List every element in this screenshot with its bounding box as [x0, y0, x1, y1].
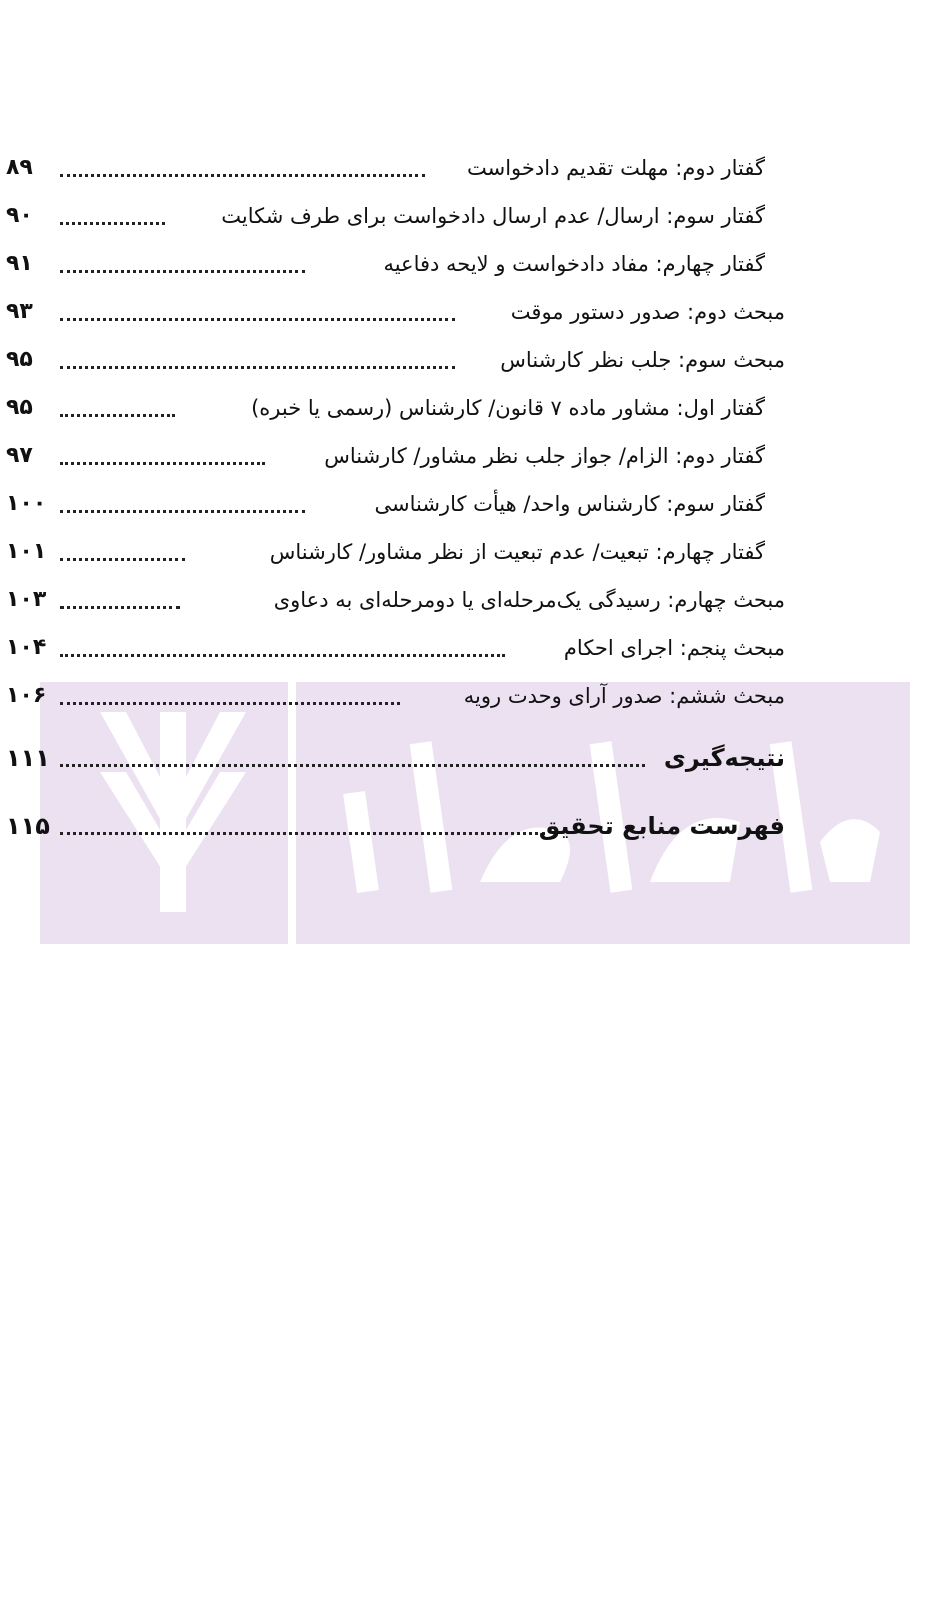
toc-entry[interactable] — [0, 342, 945, 386]
leader-dots — [60, 698, 400, 705]
leader-dots — [60, 828, 545, 835]
toc-page-number: ۸۹ — [6, 155, 33, 180]
toc-entry-title: مبحث ششم: صدور آرای وحدت رویه — [463, 684, 785, 708]
leader-dots — [60, 760, 645, 767]
toc-entry[interactable] — [0, 150, 945, 194]
toc-entry-title: فهرست منابع تحقیق — [538, 812, 785, 840]
leader-dots — [60, 410, 175, 417]
toc-page-number: ۱۰۳ — [6, 587, 47, 612]
toc-entry-title: مبحث چهارم: رسیدگی یک‌مرحله‌ای یا دومرحله‌ای به دعاوی — [273, 588, 785, 612]
toc-page-number: ۹۱ — [6, 251, 33, 276]
toc-entry[interactable] — [0, 582, 945, 626]
toc-entry[interactable] — [0, 740, 945, 784]
toc-page-number: ۹۵ — [6, 347, 33, 372]
toc-entry-title: مبحث پنجم: اجرای احکام — [563, 636, 785, 660]
toc-entry[interactable] — [0, 486, 945, 530]
toc-entry-title: مبحث سوم: جلب نظر کارشناس — [500, 348, 785, 372]
toc-entry[interactable] — [0, 630, 945, 674]
leader-dots — [60, 170, 425, 177]
toc-entry[interactable] — [0, 438, 945, 482]
toc-page-number: ۹۰ — [6, 203, 33, 228]
toc-page-number: ۱۰۰ — [6, 491, 47, 516]
toc-entry[interactable] — [0, 246, 945, 290]
toc-entry[interactable] — [0, 808, 945, 852]
toc-page-number: ۱۰۱ — [6, 539, 47, 564]
leader-dots — [60, 218, 165, 225]
toc-entry-title: مبحث دوم: صدور دستور موقت — [510, 300, 785, 324]
leader-dots — [60, 458, 265, 465]
leader-dots — [60, 266, 305, 273]
toc-entry[interactable] — [0, 678, 945, 722]
toc-entry-title: نتیجه‌گیری — [663, 744, 785, 772]
toc-page-number: ۹۷ — [6, 443, 33, 468]
leader-dots — [60, 314, 455, 321]
toc-page-number: ۱۰۴ — [6, 635, 47, 660]
toc-page-number: ۱۱۱ — [6, 744, 50, 772]
leader-dots — [60, 650, 505, 657]
toc-page-number: ۹۵ — [6, 395, 33, 420]
toc-entry[interactable] — [0, 198, 945, 242]
table-of-contents — [0, 150, 945, 870]
toc-entry-title: گفتار دوم: مهلت تقدیم دادخواست — [467, 156, 765, 180]
toc-entry-title: گفتار سوم: کارشناس واحد/ هیأت کارشناسی — [374, 492, 765, 516]
leader-dots — [60, 602, 180, 609]
toc-entry[interactable] — [0, 294, 945, 338]
toc-entry[interactable] — [0, 390, 945, 434]
toc-entry-title: گفتار چهارم: تبعیت/ عدم تبعیت از نظر مشاور/ کارشناس — [269, 540, 765, 564]
leader-dots — [60, 554, 185, 561]
leader-dots — [60, 362, 455, 369]
toc-entry[interactable] — [0, 534, 945, 578]
toc-page-number: ۹۳ — [6, 299, 33, 324]
toc-entry-title: گفتار چهارم: مفاد دادخواست و لایحه دفاعیه — [383, 252, 765, 276]
toc-entry-title: گفتار اول: مشاور ماده ۷ قانون/ کارشناس (رسمی یا خبره) — [251, 396, 765, 420]
toc-page-number: ۱۱۵ — [6, 812, 50, 840]
toc-entry-title: گفتار دوم: الزام/ جواز جلب نظر مشاور/ کارشناس — [324, 444, 765, 468]
toc-page-number: ۱۰۶ — [6, 683, 47, 708]
leader-dots — [60, 506, 305, 513]
toc-entry-title: گفتار سوم: ارسال/ عدم ارسال دادخواست برای طرف شکایت — [221, 204, 765, 228]
